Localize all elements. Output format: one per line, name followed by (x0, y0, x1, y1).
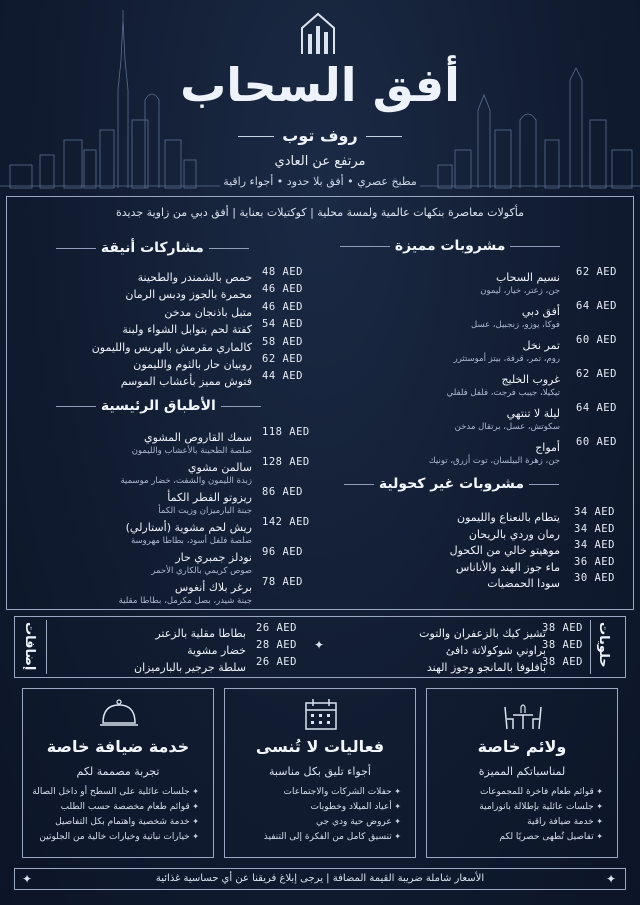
menu-item-name: موهيتو خالي من الكحول (449, 544, 560, 557)
menu-item-description: صلصة فلفل أسود، بطاطا مهروسة (130, 536, 252, 546)
divider (510, 246, 560, 247)
menu-item-price: 28 AED (256, 639, 297, 651)
calendar-icon (301, 697, 341, 731)
section-title-mocktails (344, 476, 559, 492)
cloche-icon (99, 697, 139, 731)
list-item: ✦ تنسيق كامل من الفكرة إلى التنفيذ (264, 832, 401, 842)
subtitle-row (0, 126, 640, 145)
logo-icon (296, 8, 340, 58)
divider (46, 620, 47, 674)
divider (590, 620, 591, 674)
divider (529, 484, 559, 485)
menu-item (471, 300, 560, 330)
menu-item-name: برغر بلاك أنغوس (174, 581, 252, 594)
service-title: خدمة ضيافة خاصة (46, 737, 190, 756)
menu-item-price: 60 AED (576, 436, 617, 448)
menu-item-price: 58 AED (262, 335, 303, 348)
service-subtitle: تجربة مصممة لكم (76, 765, 160, 778)
list-item: ✦ تفاصيل تُطهى حصريًا لكم (479, 832, 603, 842)
star-ornament-icon: ✦ (606, 872, 617, 886)
menu-item (132, 426, 252, 456)
menu-item-name: كفتة لحم بتوابل الشواء ولبنة (122, 323, 252, 337)
menu-item-price: 78 AED (262, 576, 303, 588)
menu-item-price: 54 AED (262, 318, 303, 331)
menu-item (151, 546, 252, 576)
menu-item (119, 576, 252, 606)
restaurant-title: أفق السحاب (180, 58, 460, 112)
menu-item-name: خضار مشوية (187, 644, 246, 657)
divider (56, 248, 96, 249)
section-title-signature (340, 238, 560, 254)
menu-item-description: صلصة الطحينة بالأعشاب والليمون (131, 446, 252, 456)
star-ornament-icon: ✦ (22, 872, 33, 886)
menu-item-name: تشيز كيك بالزعفران والتوت (419, 627, 546, 640)
menu-item (447, 368, 560, 398)
menu-item-price: 96 AED (262, 546, 303, 558)
divider (209, 248, 249, 249)
menu-item-name: كالماري مقرمش بالهريس والليمون (91, 340, 252, 354)
divider (238, 136, 274, 137)
desserts-label: حلويات (596, 622, 611, 668)
service-subtitle: لمناسباتكم المميزة (478, 765, 566, 778)
menu-item-price: 26 AED (256, 656, 297, 668)
menu-item (158, 486, 252, 516)
menu-item (455, 402, 560, 432)
service-box-hospitality (22, 688, 214, 858)
features-line: مطبخ عصري • أفق بلا حدود • أجواء راقية (223, 175, 417, 188)
sides-label: إضافات (22, 622, 37, 671)
footer-note: الأسعار شاملة ضريبة القيمة المضافة | يرجى إبلاغ فريقنا عن أي حساسية غذائية (14, 868, 626, 890)
menu-item (125, 283, 252, 302)
menu-item-price: 48 AED (262, 266, 303, 278)
section-title-text: مشاركات أنيقة (100, 240, 204, 256)
menu-item-name: محمرة بالجوز ودبس الرمان (125, 288, 252, 302)
menu-item-name: سودا الحمضيات (487, 577, 560, 590)
list-item: ✦ قوائم طعام مخصصة حسب الطلب (32, 802, 199, 812)
menu-item-name: ريش لحم مشوية (أستارلي) (125, 521, 252, 534)
menu-item-description: سكوتش، عسل، برتقال مدخن (454, 422, 560, 432)
dining-table-icon (503, 697, 543, 731)
divider (221, 406, 261, 407)
menu-item-name: ماء جوز الهند والأناناس (455, 560, 560, 574)
menu-item-name: بافلوفا بالمانجو وجوز الهند (426, 661, 546, 674)
menu-item-description: جبنة شيدر، بصل مكرمل، بطاطا مقلية (118, 596, 252, 606)
menu-item-price: 36 AED (574, 555, 615, 568)
menu-item-description: جن، زعتر، خيار، ليمون (480, 286, 560, 296)
section-title-sharing (56, 240, 249, 256)
menu-item-description: تيكيلا، جيبب فرجت، فلفل فلفلي (446, 388, 560, 398)
menu-item (121, 370, 252, 389)
menu-item-price: 30 AED (574, 572, 615, 584)
list-item: ✦ حفلات الشركات والاجتماعات (264, 787, 401, 797)
menu-item-price: 34 AED (574, 506, 615, 518)
service-box-banquets (426, 688, 618, 858)
service-title: فعاليات لا تُنسى (255, 737, 385, 756)
menu-item-name: سمك القاروص المشوي (144, 431, 252, 444)
tagline: مرتفع عن العادي (274, 154, 366, 169)
menu-item-description: روم، تمر، قرفة، بيتز أموستثرر (453, 354, 560, 364)
menu-item-name: سلطة جرجير بالبارميزان (134, 661, 246, 674)
menu-item (164, 301, 252, 320)
service-feature-list (32, 787, 199, 847)
divider (366, 136, 402, 137)
menu-item-name: سالمن مشوي (187, 461, 252, 474)
list-item: ✦ خدمة ضيافة راقية (479, 817, 603, 827)
section-title-text: الأطباق الرئيسية (100, 398, 216, 414)
star-ornament-icon: ✦ (314, 638, 325, 652)
menu-item-price: 38 AED (542, 622, 583, 634)
menu-item (480, 266, 560, 296)
menu-item-price: 44 AED (262, 370, 303, 383)
menu-item-price: 62 AED (576, 368, 617, 380)
menu-item (122, 318, 252, 337)
menu-item-name: رمان وردي بالريحان (468, 527, 560, 541)
menu-item-description: جن، زهرة البيلسان، توت أزرق، تونيك (428, 456, 560, 466)
menu-item-description: جبنة البارميزان وزيت الكمأ (158, 506, 252, 516)
list-item: ✦ خدمة شخصية واهتمام بكل التفاصيل (32, 817, 199, 827)
list-item: ✦ خيارات نباتية وخيارات خالية من الجلوتين (32, 832, 199, 842)
menu-item-name: فتوش مميز بأعشاب الموسم (120, 375, 252, 389)
menu-item-name: ريزوتو الفطر الكمأ (167, 491, 252, 504)
menu-item (126, 516, 252, 546)
menu-item-name: براوني شوكولاتة دافئ (445, 644, 546, 657)
list-item: ✦ جلسات عائلية بإطلالة بانورامية (479, 802, 603, 812)
menu-item (138, 266, 252, 285)
intro-text: مأكولات معاصرة بنكهات عالمية ولمسة محلية | كوكتيلات بعناية | أفق دبي من زاوية جديدة (116, 206, 524, 219)
service-subtitle: أجواء تليق بكل مناسبة (269, 765, 371, 778)
divider (56, 406, 96, 407)
list-item: ✦ أعياد الميلاد وخطوبات (264, 802, 401, 812)
menu-item (429, 436, 560, 466)
menu-item-name: نودلز جمبري حار (175, 551, 252, 564)
menu-item-name: روبيان حار بالثوم والليمون (133, 358, 252, 371)
section-title-text: مشروبات غير كحولية (378, 476, 524, 492)
menu-item-price: 26 AED (256, 622, 297, 634)
menu-item-price: 128 AED (262, 456, 310, 468)
menu-item-price: 46 AED (262, 283, 303, 296)
service-feature-list (479, 787, 603, 847)
menu-item (454, 334, 560, 364)
menu-item-price: 34 AED (574, 539, 615, 551)
service-feature-list (264, 787, 401, 847)
list-item: ✦ قوائم طعام فاخرة للمجموعات (479, 787, 603, 797)
menu-item (120, 456, 252, 486)
menu-item-price: 64 AED (576, 402, 617, 414)
menu-item-name: حمص بالشمندر والطحينة (137, 271, 252, 284)
section-title-text: مشروبات مميزة (394, 238, 506, 254)
menu-item-name: أمواج (535, 441, 560, 454)
menu-item-name: غروب الخليج (501, 373, 560, 386)
menu-item-name: متبل باذنجان مدخن (164, 305, 252, 319)
divider (344, 484, 374, 485)
menu-item-name: ليلة لا تنتهي (506, 407, 560, 420)
menu-item-price: 62 AED (576, 266, 617, 278)
menu-item-price: 62 AED (262, 353, 303, 365)
list-item: ✦ عروض حية ودي جي (264, 817, 401, 827)
menu-item-price: 34 AED (574, 522, 615, 535)
menu-item-price: 86 AED (262, 486, 303, 498)
menu-item-name: أفق دبي (521, 305, 560, 318)
menu-item-name: بطاطا مقلية بالزعتر (155, 627, 246, 640)
menu-item-price: 64 AED (576, 300, 617, 312)
menu-item-name: يتطام بالنعناع والليمون (457, 511, 560, 524)
menu-item-price: 46 AED (262, 300, 303, 313)
menu-item-name: نسيم السحاب (495, 271, 560, 284)
menu-item-price: 38 AED (542, 656, 583, 668)
divider (340, 246, 390, 247)
menu-item-description: زبدة الليمون والشفت، خضار موسمية (120, 476, 252, 486)
section-title-mains (56, 398, 261, 414)
menu-item (487, 572, 560, 591)
subtitle: روف توب (282, 126, 358, 145)
menu-item-description: صوص كريمي بالكاري الأحمر (151, 566, 252, 576)
menu-item-price: 142 AED (262, 516, 310, 528)
menu-item-name: تمر نخل (522, 339, 560, 352)
menu-item-price: 38 AED (542, 639, 583, 651)
list-item: ✦ جلسات عائلية على السطح أو داخل الصالة (32, 787, 199, 797)
menu-item-price: 118 AED (262, 426, 310, 438)
service-box-events (224, 688, 416, 858)
menu-item (133, 353, 252, 372)
menu-item-description: فوكا، يوزو، زنجبيل، عسل (470, 320, 560, 330)
menu-item-price: 60 AED (576, 334, 617, 346)
menu-item (92, 336, 252, 355)
service-title: ولائم خاصة (477, 737, 567, 756)
